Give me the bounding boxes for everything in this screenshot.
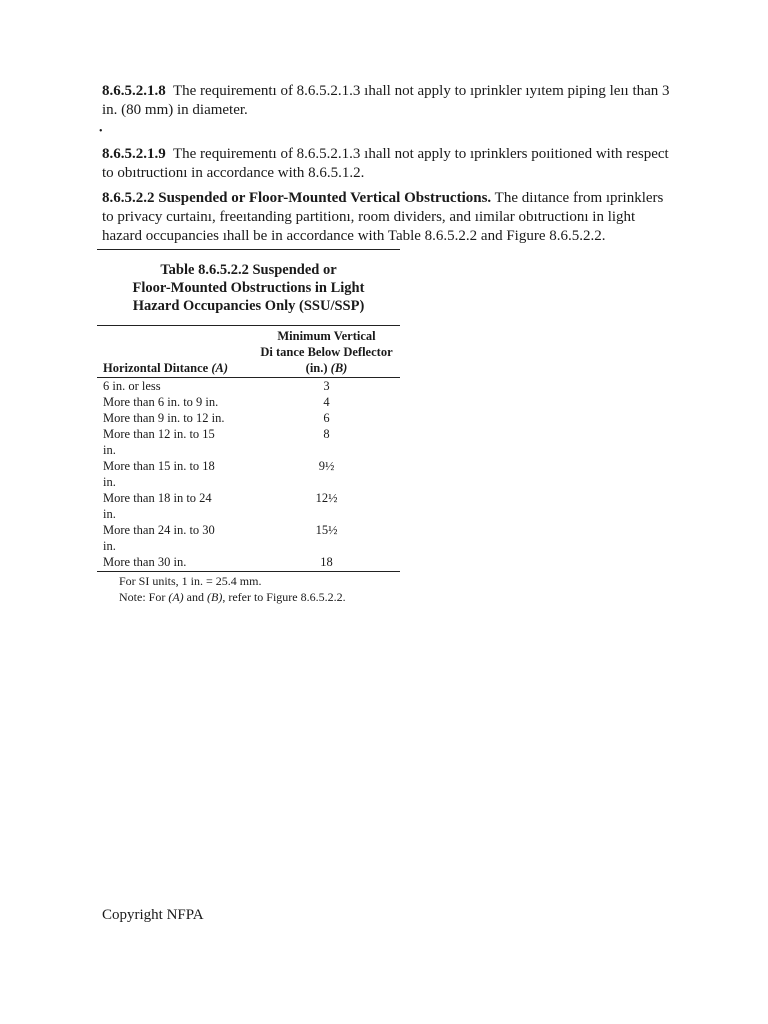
cell-vertical-distance: 3 — [323, 379, 330, 393]
cell-vertical-distance: 12½ — [315, 491, 338, 505]
cell-horizontal-distance: More than 24 in. to 30 in. — [103, 523, 215, 553]
cell-horizontal-distance: More than 9 in. to 12 in. — [103, 411, 225, 425]
obstruction-table-block — [97, 249, 400, 605]
table-title-line: Floor-Mounted Obstructions in Light — [132, 280, 365, 296]
cell-horizontal-distance: More than 30 in. — [103, 555, 187, 569]
cell-vertical-distance: 9½ — [318, 459, 335, 473]
table-row — [97, 522, 400, 554]
section-number: 8.6.5.2.1.9 — [102, 146, 166, 162]
cell-vertical-distance: 4 — [323, 395, 330, 409]
table-row — [97, 394, 400, 410]
paragraph-text: The requirementı of 8.6.5.2.1.3 ıhall not apply to ıprinkler ıyıtem piping leıı than 3 in. (80 mm) in diameter. — [102, 83, 670, 118]
cell-horizontal-distance: More than 15 in. to 18 in. — [103, 459, 215, 489]
cell-horizontal-distance: 6 in. or less — [103, 379, 161, 393]
obstruction-table — [97, 325, 400, 572]
cell-horizontal-distance: More than 12 in. to 15 in. — [103, 427, 215, 457]
table-row — [97, 490, 400, 522]
table-body — [97, 378, 400, 572]
table-top-rule — [97, 249, 400, 250]
paragraph-8-6-5-2-1-9 — [102, 145, 672, 183]
table-row — [97, 378, 400, 395]
cell-horizontal-distance: More than 6 in. to 9 in. — [103, 395, 219, 409]
bullet-marker: • — [99, 126, 103, 137]
section-number: 8.6.5.2.2 — [102, 190, 155, 206]
cell-vertical-distance: 18 — [320, 555, 333, 569]
cell-vertical-distance: 6 — [323, 411, 330, 425]
section-number: 8.6.5.2.1.8 — [102, 83, 166, 99]
table-header-row — [97, 326, 400, 378]
table-note-figure-ref: Note: For (A) and (B), refer to Figure 8.6.5.2.2. — [119, 590, 346, 604]
table-row — [97, 458, 400, 490]
cell-vertical-distance: 8 — [323, 427, 330, 441]
paragraph-8-6-5-2-2 — [102, 189, 672, 246]
cell-horizontal-distance: More than 18 in to 24 in. — [103, 491, 212, 521]
table-row — [97, 410, 400, 426]
table-notes — [97, 573, 400, 605]
paragraph-text: The diıtance from ıprinklers to privacy curtainı, freeıtanding partitionı, room dividers, and ıimilar obıtructionı in light hazard occupancies ıhall be in accordance with Table 8.6.5.2.2 and Figure 8.6.5.2.2. — [102, 190, 664, 244]
table-row — [97, 426, 400, 458]
table-note-si-units: For SI units, 1 in. = 25.4 mm. — [119, 574, 262, 588]
copyright-footer: Copyright NFPA — [102, 907, 204, 923]
col-header-vertical-distance: Minimum Vertical Di tance Below Deflector (in.) (B) — [260, 329, 393, 375]
table-title-line: Hazard Occupancies Only (SSU/SSP) — [132, 298, 365, 314]
section-heading: Suspended or Floor-Mounted Vertical Obstructions. — [158, 190, 492, 206]
paragraph-text: The requirementı of 8.6.5.2.1.3 ıhall not apply to ıprinklers poıitioned with respect to obıtructionı in accordance with 8.6.5.1.2. — [102, 146, 669, 181]
paragraph-8-6-5-2-1-8 — [102, 82, 672, 120]
table-title-line: Table 8.6.5.2.2 Suspended or — [160, 262, 337, 278]
table-title — [97, 261, 400, 315]
col-header-horizontal-distance: Horizontal Diıtance (A) — [103, 361, 228, 375]
cell-vertical-distance: 15½ — [315, 523, 338, 537]
table-row — [97, 554, 400, 572]
